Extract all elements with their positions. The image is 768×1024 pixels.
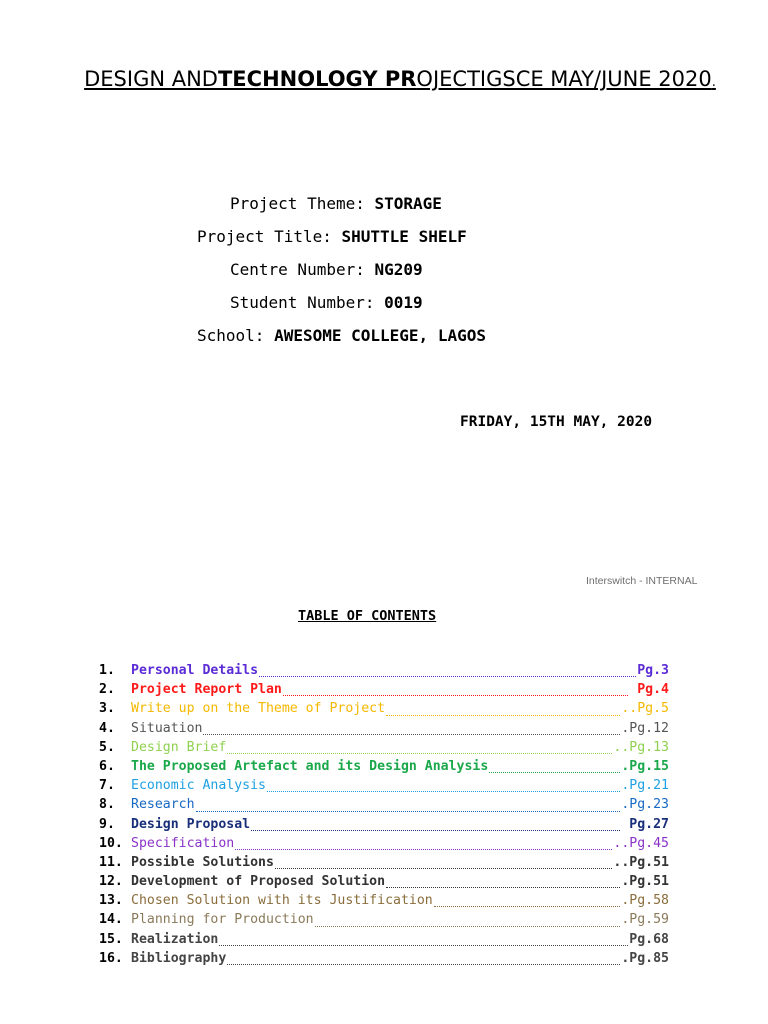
student-number-label: Student Number: [230, 293, 385, 312]
toc-item[interactable] [99, 817, 669, 836]
toc-leader-dots [203, 734, 620, 735]
toc-item-number: 12. [99, 874, 123, 890]
toc-item[interactable] [99, 682, 669, 701]
toc-item-number: 5. [99, 739, 115, 755]
toc-leader-dots [196, 811, 621, 812]
toc-item-title: Possible Solutions [131, 854, 274, 870]
classification-watermark: Interswitch - INTERNAL [586, 575, 698, 587]
toc-item-title: Chosen Solution with its Justification [131, 893, 433, 909]
toc-item[interactable] [99, 836, 669, 855]
toc-item[interactable] [99, 893, 669, 912]
toc-item-number: 11. [99, 854, 123, 870]
toc-item[interactable] [99, 855, 669, 874]
toc-item-page: .Pg.15 [621, 758, 669, 774]
toc-leader-dots [227, 753, 612, 754]
toc-item-page: .Pg.59 [621, 912, 669, 928]
toc-item-number: 16. [99, 950, 123, 966]
toc-leader-dots [251, 830, 620, 831]
toc-leader-dots [489, 772, 620, 773]
project-title-label: Project Title: [197, 227, 342, 246]
submission-date: FRIDAY, 15TH MAY, 2020 [460, 414, 653, 430]
toc-item[interactable] [99, 797, 669, 816]
toc-item[interactable] [99, 663, 669, 682]
toc-item-title: Design Proposal [131, 816, 251, 832]
toc-item-page: Pg.68 [629, 931, 669, 947]
toc-item-title: Project Report Plan [131, 682, 282, 698]
toc-item-page: ..Pg.51 [613, 854, 669, 870]
toc-item-page: Pg.3 [637, 663, 669, 678]
toc-item-page: .Pg.58 [621, 893, 669, 909]
centre-number-label: Centre Number: [230, 260, 375, 279]
toc-item-page: .Pg.51 [621, 874, 669, 890]
project-theme-label: Project Theme: [230, 194, 375, 213]
toc-item[interactable] [99, 951, 669, 970]
toc-item-number: 7. [99, 778, 115, 794]
toc-item[interactable] [99, 721, 669, 740]
toc-leader-dots [386, 887, 620, 888]
toc-item-page: ..Pg.13 [613, 739, 669, 755]
toc-leader-dots [275, 868, 613, 869]
toc-item-number: 3. [99, 701, 115, 717]
toc-item-page: ..Pg.5 [621, 701, 669, 717]
toc-item-title: Design Brief [131, 739, 227, 755]
title-part-3: OJECTIGSCE MAY/JUNE 2020 [416, 67, 712, 91]
toc-item-title: Specification [131, 835, 235, 851]
toc-leader-dots [283, 695, 628, 696]
toc-item-title: Development of Proposed Solution [131, 874, 386, 890]
toc-item-number: 9. [99, 816, 115, 832]
toc-item-title: Realization [131, 931, 219, 947]
toc-item-title: The Proposed Artefact and its Design Analysis [131, 758, 489, 774]
student-number-line [230, 293, 423, 312]
toc-leader-dots [219, 945, 628, 946]
toc-leader-dots [315, 926, 621, 927]
toc-leader-dots [386, 715, 620, 716]
toc-leader-dots [267, 791, 620, 792]
toc-item-title: Economic Analysis [131, 778, 266, 794]
project-theme-line [230, 194, 442, 213]
toc-item[interactable] [99, 778, 669, 797]
toc-item-number: 6. [99, 758, 115, 774]
title-part-2: TECHNOLOGY PR [217, 67, 417, 91]
toc-item-title: Situation [131, 720, 203, 736]
toc-item-page: .Pg.12 [621, 720, 669, 736]
title-part-1: DESIGN AND [84, 67, 218, 91]
toc-leader-dots [227, 964, 620, 965]
table-of-contents [99, 663, 669, 970]
toc-leader-dots [259, 676, 636, 677]
toc-item-number: 15. [99, 931, 123, 947]
toc-item-title: Personal Details [131, 663, 259, 678]
toc-item-page: Pg.27 [621, 816, 669, 832]
school-line [197, 326, 486, 345]
toc-item-page: .Pg.23 [621, 797, 669, 813]
toc-item[interactable] [99, 759, 669, 778]
toc-leader-dots [434, 906, 621, 907]
toc-item-number: 1. [99, 663, 115, 678]
toc-leader-dots [235, 849, 612, 850]
toc-item-number: 14. [99, 912, 123, 928]
toc-item[interactable] [99, 932, 669, 951]
toc-item-number: 8. [99, 797, 115, 813]
toc-item-number: 4. [99, 720, 115, 736]
toc-item-page: .Pg.21 [621, 778, 669, 794]
toc-item-title: Planning for Production [131, 912, 314, 928]
toc-item-title: Research [131, 797, 195, 813]
toc-item-number: 10. [99, 835, 123, 851]
project-title-value: SHUTTLE SHELF [341, 227, 467, 246]
toc-item-page: .Pg.85 [621, 950, 669, 966]
project-title-line [197, 227, 467, 246]
toc-heading: TABLE OF CONTENTS [298, 608, 437, 624]
toc-item[interactable] [99, 740, 669, 759]
toc-item-page: Pg.4 [629, 682, 669, 698]
centre-number-line [230, 260, 423, 279]
toc-item[interactable] [99, 701, 669, 720]
toc-item-number: 2. [99, 682, 115, 698]
title-part-4: . [711, 75, 716, 90]
toc-item-title: Write up on the Theme of Project [131, 701, 386, 717]
document-title [60, 64, 740, 98]
project-theme-value: STORAGE [374, 194, 442, 213]
toc-item-title: Bibliography [131, 950, 227, 966]
student-number-value: 0019 [384, 293, 423, 312]
centre-number-value: NG209 [374, 260, 423, 279]
school-value: AWESOME COLLEGE, LAGOS [274, 326, 486, 345]
school-label: School: [197, 326, 275, 345]
toc-item[interactable] [99, 912, 669, 931]
toc-item-number: 13. [99, 893, 123, 909]
toc-item-page: ..Pg.45 [613, 835, 669, 851]
toc-item[interactable] [99, 874, 669, 893]
